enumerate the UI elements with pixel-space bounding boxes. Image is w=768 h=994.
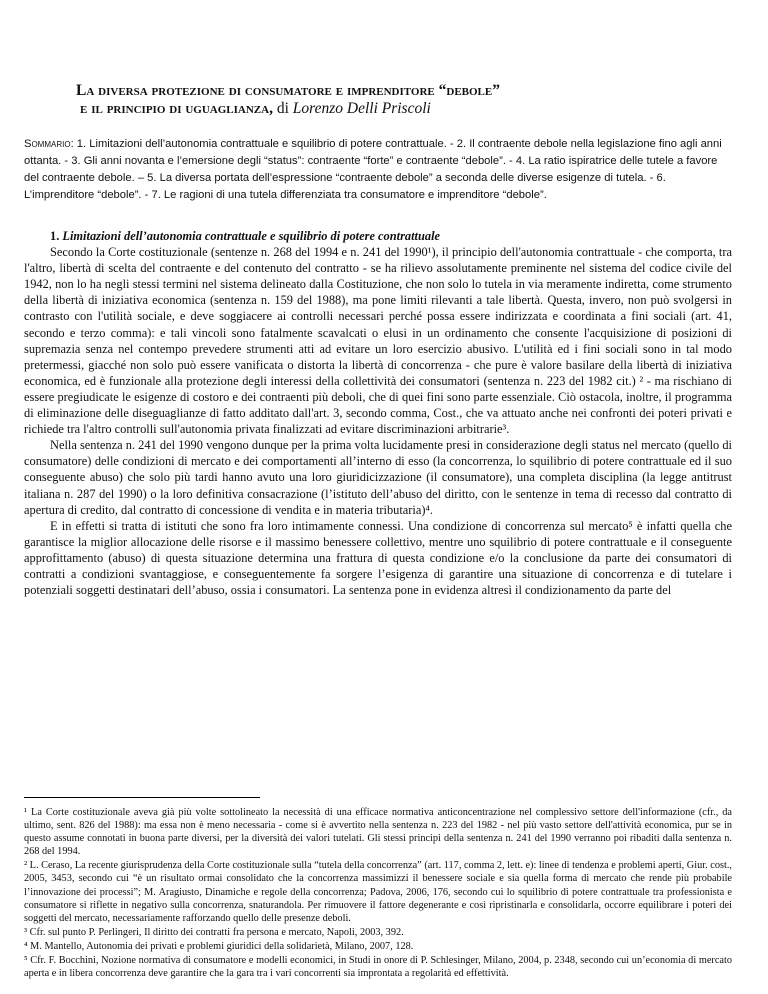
section-heading <box>24 228 732 244</box>
section-heading-text: Limitazioni dell’autonomia contrattuale e squilibrio di potere contrattuale <box>62 229 441 243</box>
summary-text: : 1. Limitazioni dell’autonomia contrattuale e squilibrio di potere contrattuale. - 2. Il contraente debole nella legislazione fino agli anni ottanta. - 3. Gli anni novanta e l’emersione degli “status”: contraente “forte” e contraente “debole”. - 4. La ratio ispiratrice delle tutele a favore del contraente debole. – 5. La diversa portata dell’espressione “contraente debole” a seconda delle diverse esigenze di tutela. - 6. L’imprenditore “debole”. - 7. Le ragioni di una tutela differenziata tra consumatore e imprenditore “debole”. <box>24 138 722 201</box>
summary-label: Sommario <box>24 138 71 150</box>
footnote-1: ¹ La Corte costituzionale aveva già più volte sottolineato la necessità di una efficace normativa anticoncentrazione nel complessivo settore dell'informazione (cfr., da ultimo, sent. 826 del 1988): ma essa non è meno necessaria - come si è avvertito nella sentenza n. 223 del 1982 - nel più vasto settore dell'attività economica, pur se in questo assume connotati in buona parte diversi, per la diversità dei valori tutelati. Gli stessi principi della sentenza n. 241 del 1990 verranno poi ribaditi dalla sentenza n. 268 del 1994. <box>24 807 732 858</box>
body-text <box>24 228 732 598</box>
author-name: Lorenzo Delli Priscoli <box>292 100 431 117</box>
title-text-2: e il principio di uguaglianza, <box>80 100 273 117</box>
section-number: 1. <box>50 229 60 243</box>
footnote-separator <box>24 797 260 798</box>
document-title-line-1 <box>76 82 716 100</box>
paragraph-1: Secondo la Corte costituzionale (sentenze n. 268 del 1994 e n. 241 del 1990¹), il principio dell'autonomia contrattuale - che comporta, tra l'altro, libertà di scelta del contraente e del contenuto del contratto - se ha rilievo assolutamente preminente nel sistema del codice civile del 1942, non lo ha negli stessi termini nel sistema delineato dalla Costituzione, che non solo lo tutela in via meramente indiretta, come strumento della libertà di iniziativa economica (sentenza n. 159 del 1988), ma pone limiti rilevanti a tale libertà. Questa, invero, non può svolgersi in contrasto con l'utilità sociale, e deve soggiacere ai controlli necessari perché possa essere indirizzata e coordinata a fini sociali (art. 41, secondo e terzo comma): e tali vincoli sono fatalmente scavalcati o elusi in un ordinamento che consente l'acquisizione di posizioni di supremazia senza nel contempo prevedere strumenti atti ad evitare un loro esercizio abusivo. L'utilità ed i fini sociali sono in tal modo pretermessi, giacché non solo può essere vanificata o distorta la libertà di concorrenza - che pure è valore basilare della libertà di iniziativa economica, ed è funzionale alla protezione degli interessi della collettività dei consumatori (sentenza n. 223 del 1982 cit.) ² - ma rischiano di essere pregiudicate le esigenze di costoro e dei contraenti più deboli, che di quei fini sono parte essenziale. Ciò ostacola, inoltre, il programma di eliminazione delle diseguaglianze di fatto additato dall'art. 3, secondo comma, Cost., che va attuato anche nei confronti dei poteri privati e richiede tra l'altro controlli sull'autonomia privata finalizzati ad evitare discriminazioni arbitrarie³. <box>24 245 732 437</box>
summary-block <box>24 136 732 204</box>
document-title-line-2 <box>80 100 720 118</box>
paragraph-2: Nella sentenza n. 241 del 1990 vengono dunque per la prima volta lucidamente presi in considerazione degli status nel mercato (quello di consumatore) delle condizioni di mercato e dei comportamenti all’interno di esso (la concorrenza, lo squilibrio di potere contrattuale ed il suo conseguente abuso) che solo più tardi hanno avuto una loro giuridicizzazione (il consumatore), una completa disciplina (la legge antitrust italiana n. 287 del 1990) o la loro definitiva consacrazione (l’istituto dell’abuso del diritto, con le sentenze in tema di recesso dal contratto di apertura di credito, dal contratto di concessione di vendita e in materia tributaria)⁴. <box>24 438 732 517</box>
title-text: La diversa protezione di consumatore e imprenditore “debole” <box>76 82 500 99</box>
footnote-3: ³ Cfr. sul punto P. Perlingeri, Il diritto dei contratti fra persona e mercato, Napoli, 2003, 392. <box>24 926 404 938</box>
footnotes <box>24 806 732 981</box>
author-prefix: di <box>272 100 293 117</box>
footnote-2: ² L. Ceraso, La recente giurisprudenza della Corte costituzionale sulla “tutela della concorrenza” (art. 117, comma 2, lett. e): linee di tendenza e problemi aperti, Giur. cost., 2005, 3453, secondo cui “è un risultato ormai consolidato che la concorrenza massimizzi il benessere sociale e sia quella forma di mercato che rende più probabile l’innovazione dei processi”; M. Aragiusto, Dinamiche e regole della concorrenza; Padova, 2006, 176, secondo cui lo squilibrio di potere contrattuale tra professionista e consumatore si riflette in negativo sulla concorrenza, snaturandola. Per rimuovere il fattore degenerante e così ripristinarla e consolidarla, occorre equilibrare i poteri dei soggetti del mercato, necessariamente rafforzando quello delle presenze deboli. <box>24 860 732 924</box>
footnote-4: ⁴ M. Mantello, Autonomia dei privati e problemi giuridici della solidarietà, Milano, 2007, 128. <box>24 940 414 952</box>
paragraph-3: E in effetti si tratta di istituti che sono fra loro intimamente connessi. Una condizione di concorrenza sul mercato⁵ è infatti quella che garantisce la miglior allocazione delle risorse e il massimo benessere collettivo, mentre uno squilibrio di potere contrattuale e il conseguente approfittamento (abuso) di questa situazione determina una frattura di questa condizione e/o la conclusione da parte dei consumatori di contratti a condizioni svantaggiose, e conseguentemente fa sorgere l’esigenza di garantire una situazione di concorrenza e di tutelare i potenziali soggetti destinatari dell’abuso, ossia i consumatori. La sentenza pone in evidenza altresì il condizionamento da parte del <box>24 518 732 598</box>
footnote-5: ⁵ Cfr. F. Bocchini, Nozione normativa di consumatore e modelli economici, in Studi in onore di P. Schlesinger, Milano, 2004, p. 2348, secondo cui un’economia di mercato aperta e in libera concorrenza deve garantire che la gara tra i vari concorrenti sia improntata a regolarità ed effettività. <box>24 955 732 980</box>
